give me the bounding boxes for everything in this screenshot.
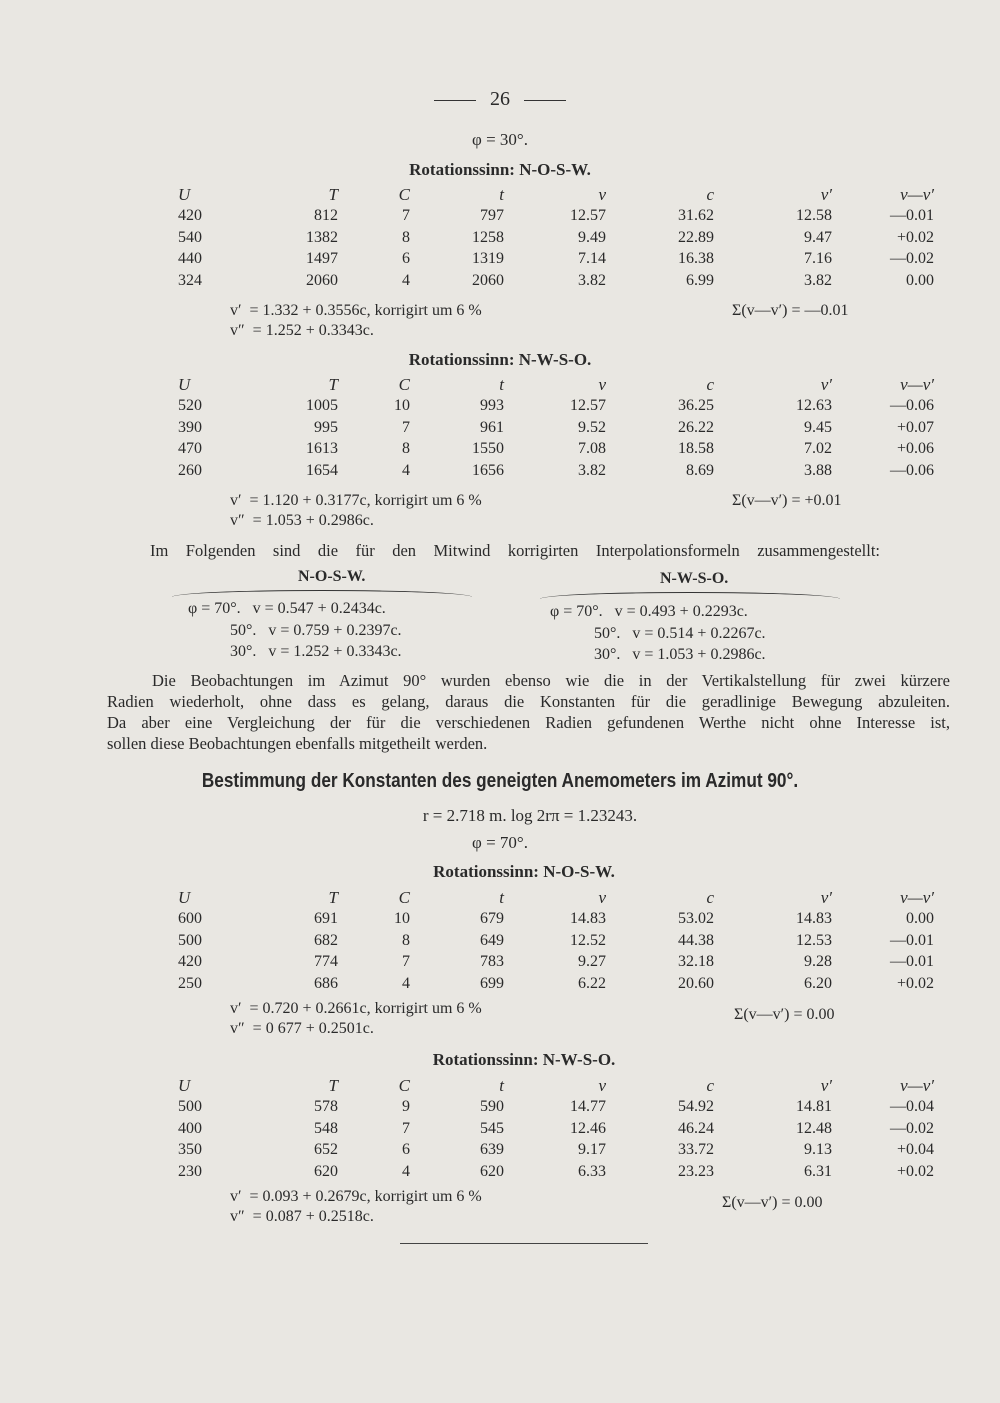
col-header-U: U: [178, 374, 191, 394]
cell: 10: [394, 910, 410, 928]
cell: 6.22: [578, 974, 606, 992]
cell: 46.24: [678, 1119, 714, 1137]
col-header-v-prime: v′: [820, 374, 832, 394]
cell: 12.63: [796, 397, 832, 415]
cell: 7: [402, 418, 410, 436]
cell: 7.08: [578, 440, 606, 458]
cell: 8.69: [686, 461, 714, 479]
table-row: [178, 973, 934, 995]
col-header-c: c: [706, 184, 714, 204]
cell: 1005: [306, 397, 338, 415]
summary-left-line-3: 30°. v = 1.252 + 0.3343c.: [230, 643, 402, 660]
cell: 14.83: [796, 910, 832, 928]
cell: 12.57: [570, 397, 606, 415]
cell: 7.16: [804, 250, 832, 268]
table-header-row: [178, 887, 934, 909]
cell: 6.20: [804, 974, 832, 992]
cell: 12.58: [796, 207, 832, 225]
sec2-title: Rotationssinn: N-W-S-O.: [408, 350, 592, 369]
cell: 44.38: [678, 931, 714, 949]
cell: 520: [178, 397, 202, 415]
table-header-row: [178, 1075, 934, 1097]
col-header-c: c: [706, 1075, 714, 1095]
cell: 7.02: [804, 440, 832, 458]
table-row: [178, 439, 934, 461]
sec4-table: [178, 1075, 934, 1183]
col-header-diff: v—v′: [900, 184, 934, 204]
table-row: [178, 206, 934, 228]
cell: 4: [402, 461, 410, 479]
cell: 682: [314, 931, 338, 949]
table-row: [178, 270, 934, 292]
cell: 250: [178, 974, 202, 992]
paragraph-line-2: Radien wiederholt, ohne dass es gelang, daraus die Konstanten für die geradlinige Bewegung abzuleiten.: [107, 692, 950, 711]
col-header-v: v: [598, 1075, 606, 1095]
sec3-formula-v-prime: v′ = 0.720 + 0.2661c, korrigirt um 6 %: [230, 1000, 482, 1017]
cell: 1656: [472, 461, 504, 479]
page-number: 26: [490, 88, 510, 110]
cell: 1382: [306, 228, 338, 246]
table-row: [178, 1140, 934, 1162]
table-row: [178, 952, 934, 974]
sec3-formula-v-double-prime: v″ = 0 677 + 0.2501c.: [230, 1020, 374, 1037]
cell: +0.04: [896, 1141, 934, 1159]
cell: 797: [480, 207, 504, 225]
cell: 230: [178, 1162, 202, 1180]
section-heading: Bestimmung der Konstanten des geneigten Anemometers im Azimut 90°.: [201, 770, 799, 792]
sec1-sum: Σ(v—v′) = —0.01: [732, 302, 849, 319]
sec2-formula-v-double-prime: v″ = 1.053 + 0.2986c.: [230, 512, 374, 529]
table-row: [178, 1097, 934, 1119]
col-header-c: c: [706, 887, 714, 907]
col-header-t: t: [499, 887, 504, 907]
cell: +0.06: [896, 440, 934, 458]
cell: 350: [178, 1141, 202, 1159]
cell: 14.81: [796, 1098, 832, 1116]
cell: 1550: [472, 440, 504, 458]
cell: 7: [402, 207, 410, 225]
cell: 9.45: [804, 418, 832, 436]
intro-sentence: Im Folgenden sind die für den Mitwind korrigirten Interpolationsformeln zusammengestellt:: [150, 541, 880, 560]
cell: +0.02: [896, 974, 934, 992]
cell: 470: [178, 440, 202, 458]
col-header-t: t: [499, 374, 504, 394]
col-header-c: c: [706, 374, 714, 394]
cell: 4: [402, 271, 410, 289]
cell: —0.02: [890, 1119, 934, 1137]
cell: 14.77: [570, 1098, 606, 1116]
cell: 0.00: [906, 271, 934, 289]
cell: 545: [480, 1119, 504, 1137]
cell: 686: [314, 974, 338, 992]
cell: 9: [402, 1098, 410, 1116]
cell: 8: [402, 440, 410, 458]
cell: —0.01: [890, 953, 934, 971]
summary-right-line-2: 50°. v = 0.514 + 0.2267c.: [594, 625, 766, 642]
col-header-C: C: [398, 374, 410, 394]
cell: 4: [402, 974, 410, 992]
sec4-formula-v-prime: v′ = 0.093 + 0.2679c, korrigirt um 6 %: [230, 1188, 482, 1205]
cell: 54.92: [678, 1098, 714, 1116]
col-header-v: v: [598, 374, 606, 394]
cell: 548: [314, 1119, 338, 1137]
cell: 1613: [306, 440, 338, 458]
cell: 961: [480, 418, 504, 436]
cell: 18.58: [678, 440, 714, 458]
cell: 260: [178, 461, 202, 479]
table-header-row: [178, 374, 934, 396]
header-rule-left: [434, 100, 476, 101]
cell: 620: [314, 1162, 338, 1180]
col-header-C: C: [398, 1075, 410, 1095]
cell: 22.89: [678, 228, 714, 246]
col-header-v-prime: v′: [820, 1075, 832, 1095]
cell: 400: [178, 1119, 202, 1137]
closing-rule: [400, 1243, 648, 1244]
sec3-sum: Σ(v—v′) = 0.00: [734, 1006, 835, 1023]
table-row: [178, 417, 934, 439]
table-row: [178, 396, 934, 418]
cell: 9.28: [804, 953, 832, 971]
cell: 6.99: [686, 271, 714, 289]
col-header-T: T: [328, 887, 338, 907]
table-row: [178, 930, 934, 952]
col-header-diff: v—v′: [900, 374, 934, 394]
table-row: [178, 249, 934, 271]
cell: 420: [178, 207, 202, 225]
col-header-C: C: [398, 184, 410, 204]
cell: —0.01: [890, 931, 934, 949]
cell: 699: [480, 974, 504, 992]
cell: 6: [402, 1141, 410, 1159]
col-header-v: v: [598, 887, 606, 907]
cell: 26.22: [678, 418, 714, 436]
cell: 10: [394, 397, 410, 415]
cell: 12.46: [570, 1119, 606, 1137]
radius-line: r = 2.718 m. log 2rπ = 1.23243.: [422, 806, 638, 825]
cell: 7.14: [578, 250, 606, 268]
table-header-row: [178, 184, 934, 206]
cell: 9.17: [578, 1141, 606, 1159]
cell: 3.82: [578, 271, 606, 289]
cell: 3.82: [804, 271, 832, 289]
sec4-title: Rotationssinn: N-W-S-O.: [432, 1050, 616, 1069]
cell: 6.31: [804, 1162, 832, 1180]
cell: 9.13: [804, 1141, 832, 1159]
cell: 500: [178, 1098, 202, 1116]
col-header-T: T: [328, 1075, 338, 1095]
cell: 2060: [306, 271, 338, 289]
phi-30-label: φ = 30°.: [472, 130, 528, 149]
table-row: [178, 1161, 934, 1183]
cell: 23.23: [678, 1162, 714, 1180]
sec4-sum: Σ(v—v′) = 0.00: [722, 1194, 823, 1211]
col-header-C: C: [398, 887, 410, 907]
cell: 995: [314, 418, 338, 436]
summary-left-title: N-O-S-W.: [298, 568, 366, 585]
cell: 649: [480, 931, 504, 949]
sec1-formula-v-double-prime: v″ = 1.252 + 0.3343c.: [230, 322, 374, 339]
col-header-T: T: [328, 184, 338, 204]
sec1-table: [178, 184, 934, 292]
cell: 36.25: [678, 397, 714, 415]
cell: 20.60: [678, 974, 714, 992]
cell: 691: [314, 910, 338, 928]
page-header: [0, 88, 1000, 111]
cell: 1654: [306, 461, 338, 479]
summary-right-line-3: 30°. v = 1.053 + 0.2986c.: [594, 646, 766, 663]
summary-right-line-1: φ = 70°. v = 0.493 + 0.2293c.: [550, 603, 748, 620]
cell: 390: [178, 418, 202, 436]
cell: 7: [402, 953, 410, 971]
cell: 639: [480, 1141, 504, 1159]
cell: 812: [314, 207, 338, 225]
sec4-formula-v-double-prime: v″ = 0.087 + 0.2518c.: [230, 1208, 374, 1225]
sec3-title: Rotationssinn: N-O-S-W.: [433, 862, 615, 881]
cell: 1258: [472, 228, 504, 246]
cell: 7: [402, 1119, 410, 1137]
cell: 1497: [306, 250, 338, 268]
cell: 590: [480, 1098, 504, 1116]
cell: 620: [480, 1162, 504, 1180]
col-header-U: U: [178, 184, 191, 204]
cell: 440: [178, 250, 202, 268]
sec1-title: Rotationssinn: N-O-S-W.: [409, 160, 591, 179]
cell: 12.57: [570, 207, 606, 225]
paragraph-line-4: sollen diese Beobachtungen ebenfalls mitgetheilt werden.: [107, 734, 488, 753]
cell: 9.49: [578, 228, 606, 246]
cell: 8: [402, 931, 410, 949]
cell: 2060: [472, 271, 504, 289]
cell: 0.00: [906, 910, 934, 928]
cell: 32.18: [678, 953, 714, 971]
cell: 420: [178, 953, 202, 971]
table-row: [178, 227, 934, 249]
cell: 4: [402, 1162, 410, 1180]
col-header-U: U: [178, 887, 191, 907]
sec2-formula-v-prime: v′ = 1.120 + 0.3177c, korrigirt um 6 %: [230, 492, 482, 509]
summary-left-line-2: 50°. v = 0.759 + 0.2397c.: [230, 622, 402, 639]
col-header-v-prime: v′: [820, 184, 832, 204]
cell: 652: [314, 1141, 338, 1159]
cell: 9.47: [804, 228, 832, 246]
col-header-diff: v—v′: [900, 1075, 934, 1095]
paragraph-line-1: Die Beobachtungen im Azimut 90° wurden ebenso wie die in der Vertikalstellung für zwei kürzere: [152, 671, 950, 690]
cell: 9.52: [578, 418, 606, 436]
cell: 540: [178, 228, 202, 246]
cell: 783: [480, 953, 504, 971]
cell: 3.88: [804, 461, 832, 479]
cell: 774: [314, 953, 338, 971]
cell: +0.02: [896, 228, 934, 246]
cell: 679: [480, 910, 504, 928]
sec3-table: [178, 887, 934, 995]
col-header-t: t: [499, 1075, 504, 1095]
cell: 31.62: [678, 207, 714, 225]
cell: 993: [480, 397, 504, 415]
cell: 1319: [472, 250, 504, 268]
table-row: [178, 1118, 934, 1140]
cell: 500: [178, 931, 202, 949]
sec2-sum: Σ(v—v′) = +0.01: [732, 492, 842, 509]
cell: 33.72: [678, 1141, 714, 1159]
col-header-diff: v—v′: [900, 887, 934, 907]
summary-right-title: N-W-S-O.: [660, 570, 729, 587]
sec1-formula-v-prime: v′ = 1.332 + 0.3556c, korrigirt um 6 %: [230, 302, 482, 319]
cell: —0.02: [890, 250, 934, 268]
col-header-v: v: [598, 184, 606, 204]
cell: —0.06: [890, 461, 934, 479]
col-header-t: t: [499, 184, 504, 204]
cell: 324: [178, 271, 202, 289]
cell: +0.07: [896, 418, 934, 436]
cell: 16.38: [678, 250, 714, 268]
header-rule-right: [524, 100, 566, 101]
cell: 14.83: [570, 910, 606, 928]
col-header-v-prime: v′: [820, 887, 832, 907]
cell: 3.82: [578, 461, 606, 479]
col-header-T: T: [328, 374, 338, 394]
cell: —0.01: [890, 207, 934, 225]
cell: 578: [314, 1098, 338, 1116]
cell: —0.06: [890, 397, 934, 415]
cell: 12.53: [796, 931, 832, 949]
summary-right-brace: [540, 592, 840, 599]
cell: +0.02: [896, 1162, 934, 1180]
cell: 12.48: [796, 1119, 832, 1137]
cell: 53.02: [678, 910, 714, 928]
summary-left-line-1: φ = 70°. v = 0.547 + 0.2434c.: [188, 600, 386, 617]
cell: 12.52: [570, 931, 606, 949]
cell: —0.04: [890, 1098, 934, 1116]
cell: 6: [402, 250, 410, 268]
table-row: [178, 909, 934, 931]
phi-70-label: φ = 70°.: [472, 833, 528, 852]
summary-left-brace: [172, 590, 472, 597]
paragraph-line-3: Da aber eine Vergleichung der für die verschiedenen Radien gefundenen Werthe nicht ohne Interesse ist,: [107, 713, 950, 732]
cell: 8: [402, 228, 410, 246]
col-header-U: U: [178, 1075, 191, 1095]
cell: 600: [178, 910, 202, 928]
cell: 9.27: [578, 953, 606, 971]
table-row: [178, 460, 934, 482]
cell: 6.33: [578, 1162, 606, 1180]
sec2-table: [178, 374, 934, 482]
